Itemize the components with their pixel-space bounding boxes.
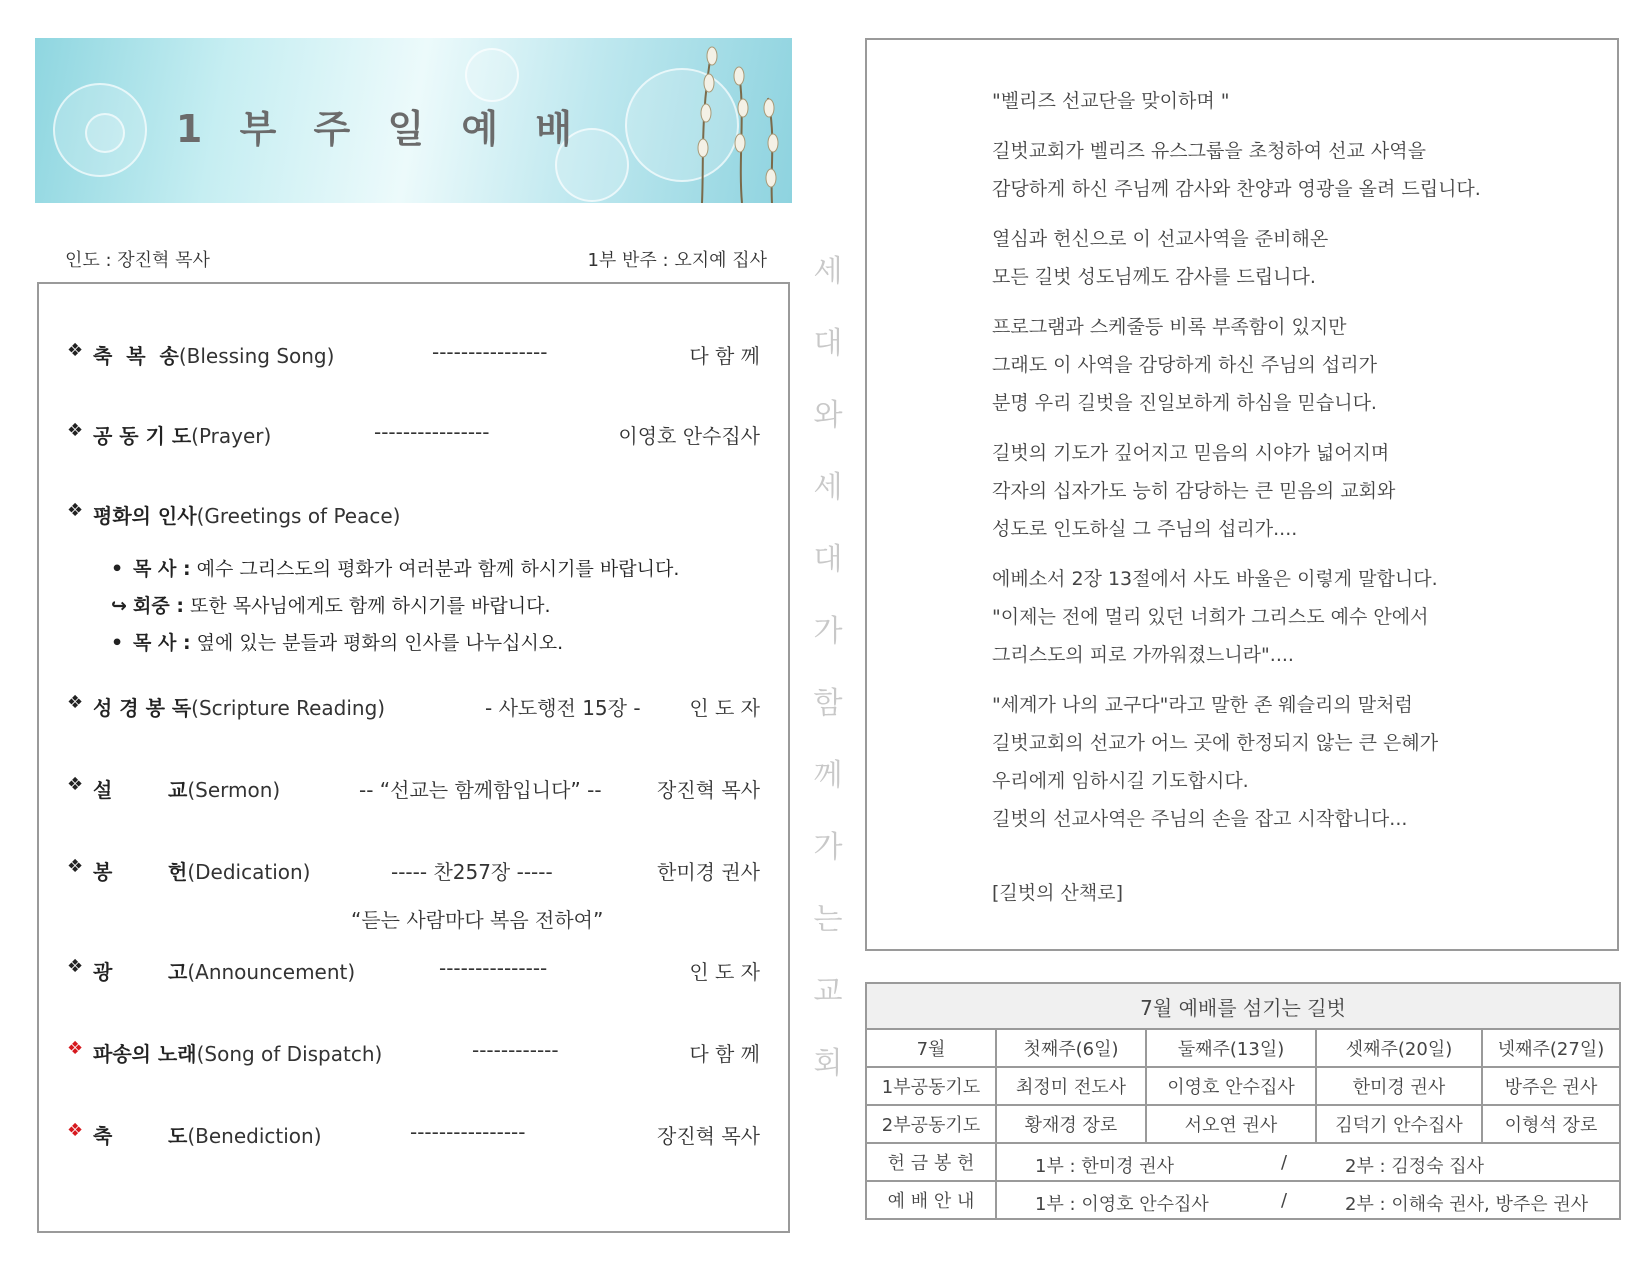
item-name: 공 동 기 도: [93, 424, 192, 448]
item-name-en: (Prayer): [191, 424, 272, 448]
table-row: [866, 1067, 1620, 1105]
message-line: 길벗교회가 벨리즈 유스그룹을 초청하여 선교 사역을: [992, 140, 1426, 162]
message-line: 길벗의 선교사역은 주님의 손을 잡고 시작합니다...: [992, 808, 1408, 830]
order-item-sermon: [67, 774, 760, 808]
diamond-bullet-icon: ❖: [67, 692, 84, 713]
slogan-char: 대: [813, 326, 843, 361]
message-line: 분명 우리 길벗을 진일보하게 하심을 믿습니다.: [992, 392, 1377, 414]
header-cell: 넷째주(27일): [1482, 1029, 1620, 1067]
table-row-usher: [866, 1181, 1620, 1219]
row-label: 2부공동기도: [866, 1105, 996, 1143]
bubble-decoration: [465, 48, 519, 102]
table-cell: 황재경 장로: [996, 1105, 1146, 1143]
item-name-en: (Sermon): [187, 778, 281, 802]
header-cell: 첫째주(6일): [996, 1029, 1146, 1067]
item-leader: 인 도 자: [689, 696, 760, 720]
item-name-en: (Dedication): [187, 860, 311, 884]
diamond-bullet-icon: ❖: [67, 1120, 84, 1141]
header-cell: 셋째주(20일): [1316, 1029, 1482, 1067]
item-name-en: (Greetings of Peace): [196, 504, 401, 528]
slogan-char: 세: [813, 470, 843, 505]
usher-service-2: 2부 : 이해숙 권사, 방주은 권사: [1345, 1194, 1589, 1215]
item-name-en: (Benediction): [187, 1124, 322, 1148]
table-cell: 김덕기 안수집사: [1316, 1105, 1482, 1143]
slogan-char: 는: [813, 902, 843, 937]
slogan-char: 함: [813, 686, 843, 721]
table-cell: 서오연 권사: [1146, 1105, 1316, 1143]
peace-line-pastor: [111, 554, 679, 581]
table-row: [866, 1105, 1620, 1143]
peace-text: 또한 목사님에게도 함께 하시기를 바랍니다.: [183, 595, 551, 617]
item-divider: ----------------: [432, 340, 548, 364]
diamond-bullet-icon: ❖: [67, 774, 84, 795]
item-divider: ----------------: [374, 420, 490, 444]
item-leader: 이영호 안수집사: [618, 424, 760, 448]
slogan-char: 세: [813, 254, 843, 289]
message-signature: [길벗의 산책로]: [992, 882, 1123, 904]
header-cell: 7월: [866, 1029, 996, 1067]
message-line: 감당하게 하신 주님께 감사와 찬양과 영광을 올려 드립니다.: [992, 178, 1481, 200]
peace-text: 옆에 있는 분들과 평화의 인사를 나누십시오.: [190, 632, 564, 654]
speaker: 목 사 :: [133, 558, 191, 580]
message-line: 프로그램과 스케줄등 비록 부족함이 있지만: [992, 316, 1347, 338]
order-item-peace: [67, 500, 760, 534]
bullet-icon: •: [111, 558, 124, 580]
slogan-char: 교: [813, 974, 843, 1009]
item-name: 축 복 송: [93, 344, 179, 368]
message-line: 길벗교회의 선교가 어느 곳에 한정되지 않는 큰 은혜가: [992, 732, 1439, 754]
usher-cell: [996, 1181, 1620, 1219]
item-leader: 인 도 자: [689, 960, 760, 984]
hymn-number: ----- 찬257장 -----: [391, 860, 553, 884]
item-name-en: (Announcement): [187, 960, 356, 984]
worship-leader: 인도 : 장진혁 목사: [65, 250, 210, 271]
item-leader: 다 함 께: [689, 1042, 760, 1066]
peace-text: 예수 그리스도의 평화가 여러분과 함께 하시기를 바랍니다.: [190, 558, 680, 580]
speaker: 회중 :: [133, 595, 184, 617]
scripture-reference: - 사도행전 15장 -: [485, 696, 641, 720]
item-name: 성 경 봉 독: [93, 696, 192, 720]
item-name-en: (Song of Dispatch): [196, 1042, 383, 1066]
offering-service-2: 2부 : 김정숙 집사: [1345, 1156, 1485, 1177]
message-line: "이제는 전에 멀리 있던 너희가 그리스도 예수 안에서: [992, 606, 1429, 628]
message-title: "벨리즈 선교단을 맞이하며 ": [992, 90, 1230, 112]
message-line: "세계가 나의 교구다"라고 말한 존 웨슬리의 말처럼: [992, 694, 1413, 716]
schedule-title: 7월 예배를 섬기는 길벗: [866, 983, 1620, 1029]
item-name: 설 교: [93, 778, 188, 802]
item-name-en: (Scripture Reading): [191, 696, 386, 720]
slogan-char: 가: [813, 614, 843, 649]
slogan-char: 가: [813, 830, 843, 865]
order-item-benediction: [67, 1120, 760, 1154]
item-divider: ----------------: [410, 1120, 526, 1144]
order-item-dispatch-song: [67, 1038, 760, 1072]
table-row-offering: [866, 1143, 1620, 1181]
bullet-icon: •: [111, 632, 124, 654]
diamond-bullet-icon: ❖: [67, 420, 84, 441]
peace-line-congregation: [111, 591, 551, 618]
table-cell: 방주은 권사: [1482, 1067, 1620, 1105]
offering-cell: [996, 1143, 1620, 1181]
item-name: 축 도: [93, 1124, 188, 1148]
message-line: 길벗의 기도가 깊어지고 믿음의 시야가 넓어지며: [992, 442, 1390, 464]
item-leader: 장진혁 목사: [657, 778, 760, 802]
message-line: 열심과 헌신으로 이 선교사역을 준비해온: [992, 228, 1329, 250]
row-label: 헌 금 봉 헌: [866, 1143, 996, 1181]
order-of-service: [37, 282, 790, 1233]
diamond-bullet-icon: ❖: [67, 500, 84, 521]
row-label: 예 배 안 내: [866, 1181, 996, 1219]
slogan-char: 대: [813, 542, 843, 577]
item-divider: ------------: [472, 1038, 559, 1062]
hymn-title: “듣는 사람마다 복음 전하여”: [351, 908, 604, 932]
separator: /: [1281, 1152, 1288, 1173]
diamond-bullet-icon: ❖: [67, 1038, 84, 1059]
header-cell: 둘째주(13일): [1146, 1029, 1316, 1067]
speaker: 목 사 :: [133, 632, 191, 654]
service-banner: [35, 38, 792, 203]
item-divider: ---------------: [439, 956, 548, 980]
table-cell: 이영호 안수집사: [1146, 1067, 1316, 1105]
banner-title: 1 부 주 일 예 배: [175, 107, 585, 151]
table-cell: 한미경 권사: [1316, 1067, 1482, 1105]
item-name: 봉 헌: [93, 860, 188, 884]
item-name: 평화의 인사: [93, 504, 197, 528]
message-line: 모든 길벗 성도님께도 감사를 드립니다.: [992, 266, 1316, 288]
return-arrow-icon: ↪: [111, 595, 127, 617]
item-leader: 한미경 권사: [657, 860, 760, 884]
pianist: 1부 반주 : 오지예 집사: [587, 250, 767, 271]
usher-service-1: 1부 : 이영호 안수집사: [1035, 1194, 1209, 1215]
july-schedule-table: [865, 982, 1621, 1220]
slogan-char: 께: [813, 758, 843, 793]
table-cell: 최정미 전도사: [996, 1067, 1146, 1105]
message-line: 에베소서 2장 13절에서 사도 바울은 이렇게 말합니다.: [992, 568, 1438, 590]
offering-service-1: 1부 : 한미경 권사: [1035, 1156, 1175, 1177]
separator: /: [1281, 1190, 1288, 1211]
order-item-dedication: [67, 856, 760, 890]
slogan-char: 와: [813, 398, 843, 433]
message-line: 성도로 인도하실 그 주님의 섭리가....: [992, 518, 1298, 540]
item-leader: 다 함 께: [689, 344, 760, 368]
diamond-bullet-icon: ❖: [67, 856, 84, 877]
message-line: 그래도 이 사역을 감당하게 하신 주님의 섭리가: [992, 354, 1377, 376]
order-item-announcement: [67, 956, 760, 990]
sermon-title: -- “선교는 함께함입니다” --: [359, 778, 602, 802]
item-leader: 장진혁 목사: [657, 1124, 760, 1148]
row-label: 1부공동기도: [866, 1067, 996, 1105]
diamond-bullet-icon: ❖: [67, 340, 84, 361]
message-line: 각자의 십자가도 능히 감당하는 큰 믿음의 교회와: [992, 480, 1396, 502]
diamond-bullet-icon: ❖: [67, 956, 84, 977]
order-item-scripture: [67, 692, 760, 726]
item-name: 광 고: [93, 960, 188, 984]
item-name-en: (Blessing Song): [178, 344, 335, 368]
order-item-blessing-song: [67, 340, 760, 374]
item-name: 파송의 노래: [93, 1042, 197, 1066]
peace-line-pastor-2: [111, 628, 563, 655]
pastoral-message: [865, 38, 1619, 951]
message-line: 그리스도의 피로 가까워졌느니라"....: [992, 644, 1294, 666]
slogan-char: 회: [813, 1046, 843, 1081]
table-cell: 이형석 장로: [1482, 1105, 1620, 1143]
message-line: 우리에게 임하시길 기도합시다.: [992, 770, 1249, 792]
order-item-prayer: [67, 420, 760, 454]
